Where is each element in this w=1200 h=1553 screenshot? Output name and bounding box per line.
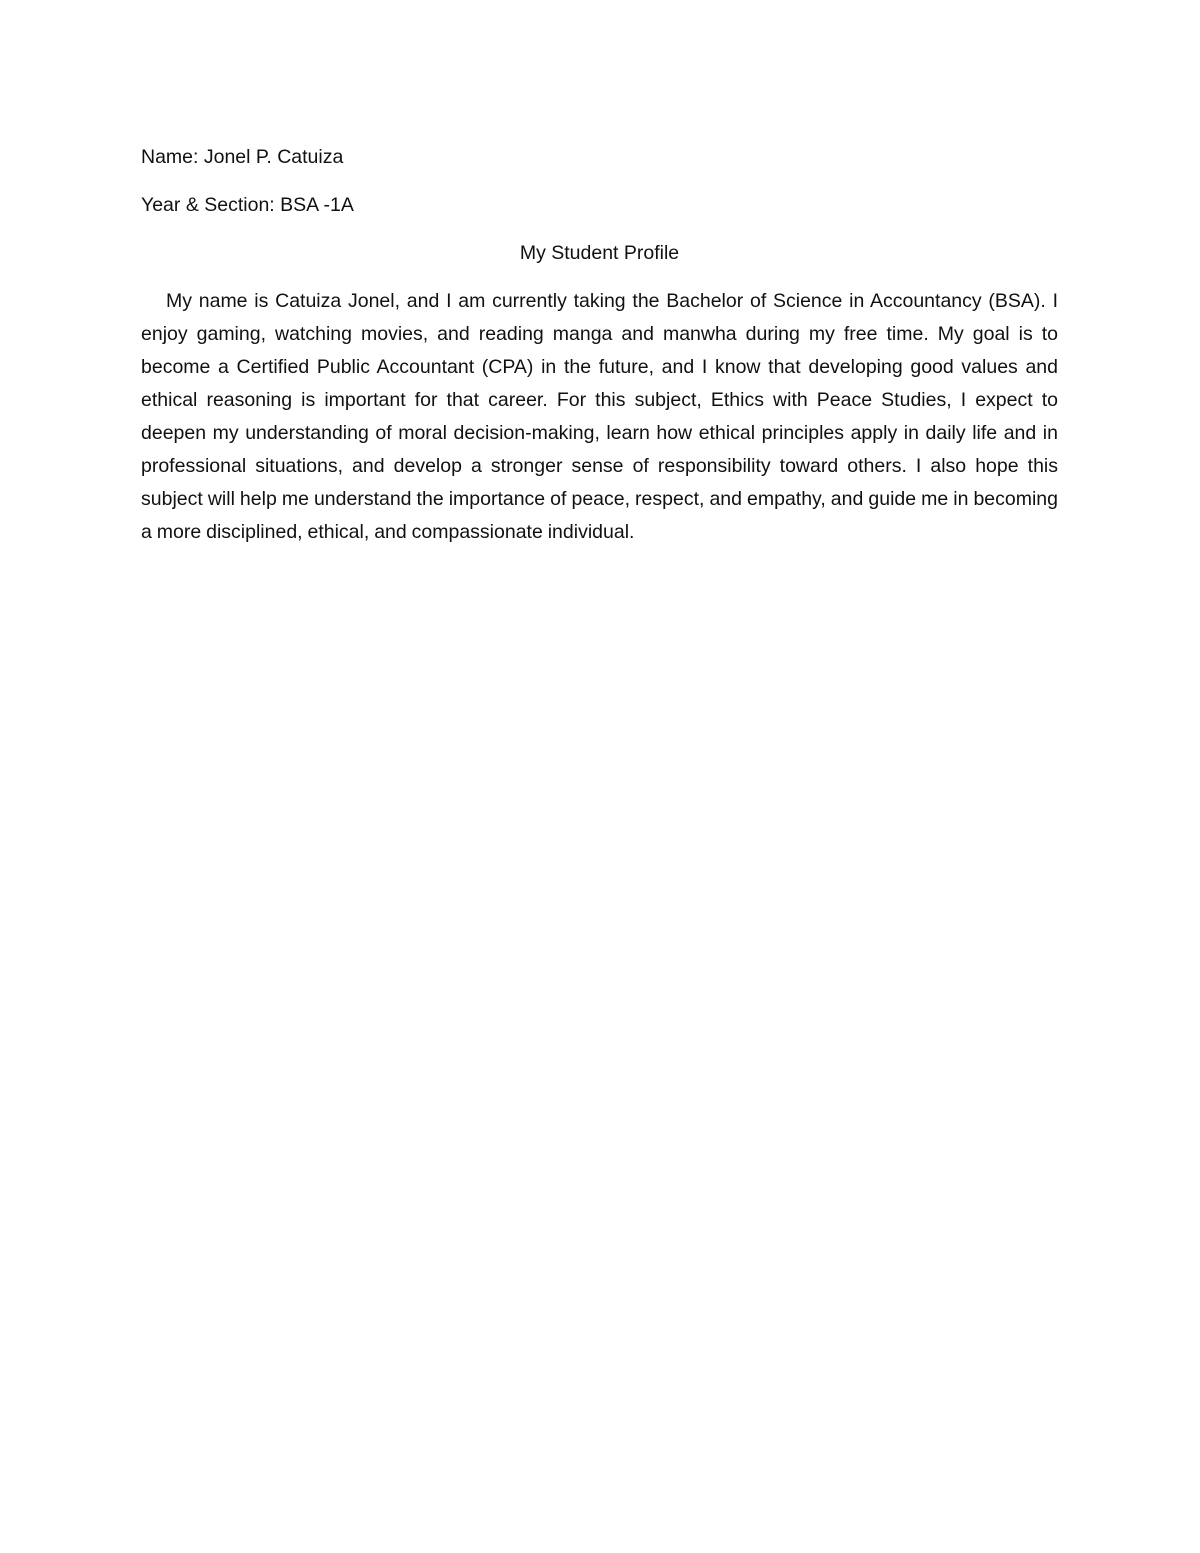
document-title: My Student Profile [519,242,680,264]
year-section-line: Year & Section: BSA -1A [141,194,354,216]
profile-paragraph: My name is Catuiza Jonel, and I am currently taking the Bachelor of Science in Accountancy (BSA). I enjoy gaming, watching movies, and reading manga and manwha during my free time. My goal is to become a Certified Public Accountant (CPA) in the future, and I know that developing good values and ethical reasoning is important for that career. For this subject, Ethics with Peace Studies, I expect to deepen my understanding of moral decision-making, learn how ethical principles apply in daily life and in professional situations, and develop a stronger sense of responsibility toward others. I also hope this subject will help me understand the importance of peace, respect, and empathy, and guide me in becoming a more disciplined, ethical, and compassionate individual. [141,290,1058,543]
document-content [141,141,1058,549]
student-name-line: Name: Jonel P. Catuiza [141,146,344,168]
